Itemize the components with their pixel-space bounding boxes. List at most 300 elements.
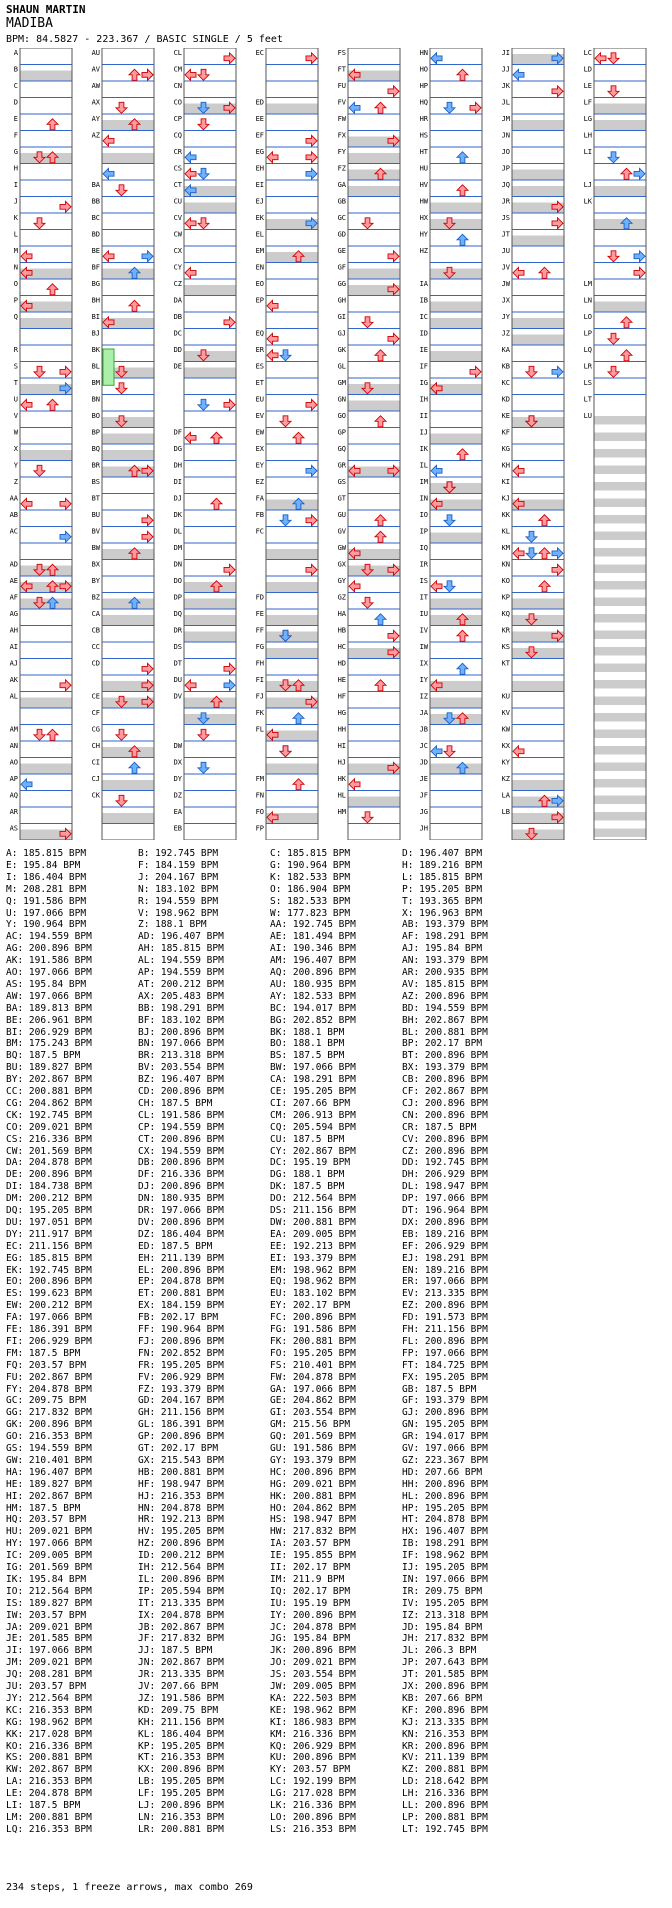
measure-label: CL — [173, 49, 182, 57]
bpm-entry: CV: 200.896 BPM — [402, 1133, 488, 1145]
step-arrow-icon — [103, 251, 114, 262]
measure-label: AR — [9, 808, 18, 816]
measure-label: DV — [173, 692, 182, 701]
measure-label: HI — [337, 742, 346, 750]
measure-label: EP — [255, 296, 264, 305]
bpm-entry: K: 182.533 BPM — [270, 871, 351, 883]
measure-label: DC — [173, 329, 182, 338]
measure-shade — [184, 203, 236, 214]
bpm-entry: ID: 200.212 BPM — [138, 1550, 224, 1562]
bpm-entry: IQ: 202.17 BPM — [270, 1585, 351, 1597]
measure-label: JI — [501, 49, 510, 57]
bpm-entry: LH: 216.336 BPM — [402, 1788, 488, 1800]
measure-label: J — [13, 197, 18, 206]
bpm-entry: EJ: 198.291 BPM — [402, 1252, 488, 1264]
measure-label: JX — [501, 296, 510, 305]
bpm-entry: KI: 186.983 BPM — [270, 1716, 356, 1728]
measure-shade — [184, 615, 236, 626]
bpm-entry: IJ: 195.205 BPM — [402, 1562, 488, 1573]
measure-label: IW — [419, 643, 428, 651]
bpm-entry: KP: 195.205 BPM — [138, 1740, 224, 1752]
measure-label: GI — [337, 313, 346, 321]
measure-label: AE — [9, 577, 18, 585]
measure-label: DM — [173, 544, 182, 552]
bpm-entry: IX: 204.878 BPM — [138, 1609, 224, 1621]
measure-label: GG — [337, 280, 346, 288]
bpm-entry: AZ: 200.896 BPM — [402, 990, 488, 1002]
bpm-entry: AX: 205.483 BPM — [138, 990, 224, 1002]
bpm-entry: KF: 200.896 BPM — [402, 1704, 488, 1716]
bpm-entry: HE: 189.827 BPM — [6, 1478, 92, 1490]
measure-label: IX — [419, 659, 428, 668]
step-arrow-icon — [621, 350, 632, 361]
bpm-entry: BA: 189.813 BPM — [6, 1002, 92, 1014]
step-arrow-icon — [116, 383, 127, 394]
measure-label: P — [13, 296, 18, 305]
measure-label: HK — [337, 775, 346, 783]
bpm-entry: KX: 200.896 BPM — [138, 1764, 224, 1776]
measure-label: CJ — [91, 775, 100, 783]
bpm-entry: CI: 207.66 BPM — [270, 1097, 351, 1109]
measure-label: JM — [501, 115, 510, 123]
bpm-entry: IF: 198.962 BPM — [402, 1550, 488, 1562]
measure-label: DL — [173, 527, 182, 536]
step-arrow-icon — [349, 102, 360, 113]
measure-shade — [594, 186, 646, 197]
bpm-entry: HG: 209.021 BPM — [270, 1478, 356, 1490]
measure-label: FD — [255, 593, 264, 602]
measure-shade — [512, 780, 564, 791]
measure-label: EF — [255, 131, 264, 140]
bpm-entry: IB: 198.291 BPM — [402, 1538, 488, 1550]
bpm-entry: KK: 217.028 BPM — [6, 1728, 92, 1740]
bpm-entry: AV: 185.815 BPM — [402, 978, 488, 990]
step-arrow-icon — [539, 548, 550, 559]
measure-shade — [430, 269, 482, 280]
bpm-entry: LS: 216.353 BPM — [270, 1823, 356, 1835]
measure-shade — [266, 648, 318, 659]
bpm-entry: KH: 211.156 BPM — [138, 1716, 224, 1728]
measure-label: EK — [255, 214, 264, 222]
bpm-entry: BI: 206.929 BPM — [6, 1026, 92, 1038]
bpm-entry: CP: 194.559 BPM — [138, 1121, 224, 1133]
bpm-entry: CM: 206.913 BPM — [270, 1109, 356, 1121]
step-arrow-icon — [34, 218, 45, 229]
step-arrow-icon — [280, 515, 291, 526]
measure-label: EW — [255, 428, 264, 437]
measure-label: LE — [583, 82, 592, 90]
bpm-entry: KJ: 213.335 BPM — [402, 1716, 488, 1728]
bpm-entry: EE: 192.213 BPM — [270, 1240, 356, 1252]
measure-label: KS — [501, 643, 510, 651]
bpm-entry: EU: 183.102 BPM — [270, 1288, 356, 1300]
measure-shade — [266, 252, 318, 263]
step-arrow-icon — [116, 729, 127, 740]
measure-label: BA — [91, 181, 100, 189]
bpm-entry: HJ: 216.353 BPM — [138, 1490, 224, 1502]
bpm-entry: KS: 200.881 BPM — [6, 1752, 92, 1764]
measure-shade — [594, 796, 646, 805]
measure-label: LQ — [583, 346, 592, 354]
measure-label: JQ — [501, 181, 510, 189]
bpm-entry: LP: 200.881 BPM — [402, 1811, 488, 1823]
step-arrow-icon — [608, 366, 619, 377]
measure-label: KN — [501, 560, 510, 569]
bpm-entry: CU: 187.5 BPM — [270, 1133, 345, 1145]
measure-label: HR — [419, 115, 428, 123]
measure-shade — [102, 780, 154, 791]
measure-shade — [594, 680, 646, 689]
measure-label: GP — [337, 428, 346, 437]
bpm-entry: X: 196.963 BPM — [402, 907, 483, 919]
measure-label: LH — [583, 131, 592, 140]
bpm-entry: CX: 194.559 BPM — [138, 1145, 224, 1157]
measure-label: LG — [583, 115, 592, 123]
bpm-entry: J: 204.167 BPM — [138, 871, 219, 883]
measure-label: M — [13, 247, 18, 255]
bpm-entry: O: 186.904 BPM — [270, 883, 351, 895]
bpm-entry: FN: 202.852 BPM — [138, 1347, 224, 1359]
bpm-entry: GJ: 200.896 BPM — [402, 1407, 488, 1419]
measure-label: KX — [501, 742, 510, 750]
measure-shade — [594, 730, 646, 739]
measure-label: JA — [419, 709, 428, 717]
step-arrow-icon — [60, 531, 71, 542]
chart-column-3 — [174, 48, 236, 840]
measure-label: LS — [583, 379, 592, 387]
freeze-arrow-icon — [103, 349, 114, 385]
measure-shade — [594, 763, 646, 772]
step-arrow-icon — [608, 251, 619, 262]
measure-shade — [102, 434, 154, 445]
bpm-entry: DS: 211.156 BPM — [270, 1205, 356, 1216]
bpm-entry: HF: 198.947 BPM — [138, 1478, 224, 1490]
bpm-entry: DW: 200.881 BPM — [270, 1216, 356, 1228]
measure-shade — [430, 219, 482, 230]
bpm-entry: CK: 192.745 BPM — [6, 1109, 92, 1121]
measure-label: KA — [501, 346, 510, 354]
measure-shade — [594, 697, 646, 706]
measure-shade — [594, 548, 646, 557]
measure-label: KB — [501, 362, 510, 371]
measure-label: HF — [337, 692, 346, 701]
measure-label: GU — [337, 511, 346, 519]
measure-label: GF — [337, 263, 346, 272]
bpm-entry: BT: 200.896 BPM — [402, 1050, 488, 1062]
measure-label: T — [13, 379, 18, 387]
measure-shade — [430, 203, 482, 214]
bpm-entry: CR: 187.5 BPM — [402, 1121, 477, 1133]
bpm-entry: IY: 200.896 BPM — [270, 1609, 356, 1621]
bpm-entry: EH: 211.139 BPM — [138, 1252, 224, 1264]
measure-label: GC — [337, 214, 346, 222]
bpm-entry: EI: 193.379 BPM — [270, 1252, 356, 1264]
measure-shade — [102, 450, 154, 461]
chart-column-7 — [502, 48, 564, 840]
measure-label: IF — [419, 362, 428, 371]
step-arrow-icon — [362, 218, 373, 229]
measure-label: FG — [255, 643, 264, 651]
bpm-entry: JR: 213.335 BPM — [138, 1669, 224, 1681]
bpm-entry: HY: 197.066 BPM — [6, 1538, 92, 1550]
measure-label: IN — [419, 494, 428, 503]
bpm-entry: KZ: 200.881 BPM — [402, 1764, 488, 1776]
measure-shade — [184, 698, 236, 709]
step-arrow-icon — [142, 663, 153, 674]
measure-shade — [594, 812, 646, 821]
step-arrow-icon — [306, 399, 317, 410]
measure-label: BT — [91, 494, 100, 503]
bpm-entry: DN: 180.935 BPM — [138, 1193, 224, 1205]
bpm-entry: HM: 187.5 BPM — [6, 1502, 81, 1514]
measure-label: BL — [91, 362, 100, 371]
measure-shade — [266, 615, 318, 626]
bpm-entry: EZ: 200.896 BPM — [402, 1300, 488, 1312]
measure-label: GR — [337, 461, 346, 470]
measure-label: CG — [91, 725, 100, 734]
measure-label: CP — [173, 115, 182, 123]
measure-shade — [594, 482, 646, 491]
step-arrow-icon — [224, 680, 235, 691]
bpm-entry: U: 197.066 BPM — [6, 907, 87, 919]
step-arrow-icon — [375, 531, 386, 542]
measure-label: IG — [419, 379, 428, 387]
measure-label: IR — [419, 560, 428, 569]
measure-label: KT — [501, 659, 510, 668]
measure-shade — [512, 236, 564, 247]
chart-column-8 — [584, 48, 646, 840]
measure-shade — [348, 384, 400, 395]
measure-label: BD — [91, 230, 100, 239]
bpm-entry: DB: 200.896 BPM — [138, 1157, 224, 1169]
measure-label: DF — [173, 428, 182, 437]
measure-label: CC — [91, 643, 100, 651]
measure-label: AG — [9, 610, 18, 618]
bpm-entry: AI: 190.346 BPM — [270, 943, 356, 955]
step-arrow-icon — [444, 746, 455, 757]
measure-shade — [430, 764, 482, 775]
bpm-entry: EO: 200.896 BPM — [6, 1276, 92, 1288]
measure-label: AS — [9, 824, 18, 833]
measure-label: GN — [337, 395, 346, 404]
bpm-entry: CJ: 200.896 BPM — [402, 1097, 488, 1109]
bpm-entry: KY: 203.57 BPM — [270, 1764, 351, 1776]
bpm-entry: FH: 211.156 BPM — [402, 1324, 488, 1335]
measure-label: JJ — [501, 65, 510, 74]
measure-label: HA — [337, 610, 346, 618]
measure-label: HG — [337, 709, 346, 717]
measure-shade — [20, 698, 72, 709]
measure-label: LI — [583, 148, 592, 156]
measure-label: JW — [501, 280, 510, 288]
measure-label: DA — [173, 296, 182, 305]
measure-label: KF — [501, 428, 510, 437]
bpm-entry: AO: 197.066 BPM — [6, 967, 92, 978]
bpm-entry: BW: 197.066 BPM — [270, 1062, 356, 1074]
step-arrow-icon — [224, 317, 235, 328]
measure-label: GO — [337, 412, 346, 420]
bpm-entry: HO: 204.862 BPM — [270, 1502, 356, 1514]
measure-label: S — [13, 362, 18, 371]
measure-shade — [430, 302, 482, 313]
measure-label: BU — [91, 511, 100, 519]
step-arrow-icon — [306, 152, 317, 163]
bpm-entry: KN: 216.353 BPM — [402, 1728, 488, 1740]
step-arrow-icon — [362, 812, 373, 823]
measure-shade — [102, 417, 154, 428]
measure-label: CU — [173, 197, 182, 206]
measure-label: CW — [173, 230, 182, 239]
step-arrow-icon — [552, 366, 563, 377]
bpm-entry: KT: 216.353 BPM — [138, 1752, 224, 1764]
measure-label: EQ — [255, 329, 264, 338]
measure-label: KV — [501, 709, 510, 717]
bpm-entry: ED: 187.5 BPM — [138, 1240, 213, 1252]
measure-label: HV — [419, 181, 428, 189]
measure-label: GJ — [337, 329, 346, 338]
step-arrow-icon — [198, 729, 209, 740]
step-arrow-icon — [388, 86, 399, 97]
bpm-entry: CH: 187.5 BPM — [138, 1097, 213, 1109]
step-arrow-icon — [470, 366, 481, 377]
bpm-entry: FF: 190.964 BPM — [138, 1324, 224, 1335]
bpm-entry: GE: 204.862 BPM — [270, 1395, 356, 1407]
chart-info: BPM: 84.5827 - 223.367 / BASIC SINGLE / 5 feet — [6, 34, 283, 45]
bpm-entry: JZ: 191.586 BPM — [138, 1692, 224, 1704]
measure-shade — [102, 549, 154, 560]
measure-label: CS — [173, 164, 182, 173]
measure-shade — [512, 615, 564, 626]
measure-label: CE — [91, 692, 100, 701]
measure-label: EE — [255, 115, 264, 123]
measure-label: FE — [255, 610, 264, 618]
bpm-entry: EW: 200.212 BPM — [6, 1300, 92, 1312]
bpm-entry: JD: 195.84 BPM — [402, 1621, 483, 1633]
step-arrow-icon — [634, 168, 645, 179]
bpm-entry: JJ: 187.5 BPM — [138, 1645, 213, 1657]
step-arrow-icon — [375, 614, 386, 625]
measure-label: DD — [173, 346, 182, 354]
measure-label: BQ — [91, 445, 100, 453]
measure-label: GK — [337, 346, 346, 354]
measure-label: JT — [501, 230, 510, 239]
step-arrow-icon — [185, 432, 196, 443]
bpm-entry: BQ: 187.5 BPM — [6, 1050, 81, 1062]
step-arrow-icon — [388, 630, 399, 641]
bpm-entry: HL: 200.896 BPM — [402, 1490, 488, 1502]
bpm-entry: GZ: 223.367 BPM — [402, 1454, 488, 1466]
measure-label: N — [13, 263, 18, 272]
bpm-entry: AK: 191.586 BPM — [6, 955, 92, 967]
bpm-entry: HA: 196.407 BPM — [6, 1466, 92, 1478]
measure-shade — [594, 466, 646, 475]
bpm-entry: LI: 187.5 BPM — [6, 1800, 81, 1811]
bpm-entry: AT: 200.212 BPM — [138, 978, 224, 990]
measure-label: HP — [419, 82, 428, 90]
measure-shade — [594, 104, 646, 115]
bpm-entry: LN: 216.353 BPM — [138, 1811, 224, 1823]
bpm-entry: JP: 207.643 BPM — [402, 1657, 488, 1669]
step-arrow-icon — [608, 86, 619, 97]
bpm-entry: BS: 187.5 BPM — [270, 1050, 345, 1062]
bpm-entry: DU: 197.051 BPM — [6, 1216, 92, 1228]
step-arrow-icon — [457, 152, 468, 163]
measure-label: EX — [255, 445, 264, 453]
measure-shade — [594, 433, 646, 442]
step-arrow-icon — [621, 168, 632, 179]
step-arrow-icon — [211, 432, 222, 443]
step-arrow-icon — [431, 581, 442, 592]
measure-shade — [430, 615, 482, 626]
measure-label: DX — [173, 758, 182, 767]
bpm-entry: GA: 197.066 BPM — [270, 1383, 356, 1395]
bpm-entry: FM: 187.5 BPM — [6, 1347, 81, 1359]
bpm-entry: AA: 192.745 BPM — [270, 919, 356, 931]
measure-shade — [512, 830, 564, 841]
step-arrow-icon — [103, 135, 114, 146]
bpm-entry: AP: 194.559 BPM — [138, 967, 224, 978]
step-arrow-icon — [142, 515, 153, 526]
bpm-entry: DZ: 186.404 BPM — [138, 1228, 224, 1240]
bpm-entry: CN: 200.896 BPM — [402, 1109, 488, 1121]
measure-shade — [266, 549, 318, 560]
bpm-entry: AS: 195.84 BPM — [6, 978, 87, 990]
measure-shade — [594, 664, 646, 673]
bpm-entry: JQ: 208.281 BPM — [6, 1669, 92, 1681]
measure-label: HS — [419, 131, 428, 140]
step-arrow-icon — [224, 564, 235, 575]
measure-label: CX — [173, 247, 182, 255]
measure-label: IC — [419, 313, 428, 321]
bpm-entry: JO: 209.021 BPM — [270, 1657, 356, 1669]
bpm-entry: DQ: 195.205 BPM — [6, 1205, 92, 1216]
chart-summary: 234 steps, 1 freeze arrows, max combo 269 — [6, 1882, 253, 1893]
step-arrow-icon — [198, 168, 209, 179]
bpm-entry: FO: 195.205 BPM — [270, 1347, 356, 1359]
bpm-entry: GV: 197.066 BPM — [402, 1443, 488, 1454]
bpm-entry: IK: 195.84 BPM — [6, 1573, 87, 1585]
measure-label: DP — [173, 593, 182, 602]
bpm-entry: BX: 193.379 BPM — [402, 1062, 488, 1074]
bpm-entry: CO: 209.021 BPM — [6, 1121, 92, 1133]
bpm-entry: IM: 211.9 BPM — [270, 1573, 345, 1585]
measure-label: JE — [419, 775, 428, 783]
measure-label: AC — [9, 527, 18, 536]
measure-label: DJ — [173, 494, 182, 503]
bpm-entry: P: 195.205 BPM — [402, 883, 483, 895]
measure-shade — [184, 368, 236, 379]
step-arrow-icon — [608, 333, 619, 344]
bpm-entry: AJ: 195.84 BPM — [402, 943, 483, 955]
measure-label: GY — [337, 577, 346, 585]
step-arrow-icon — [388, 333, 399, 344]
step-arrow-icon — [306, 465, 317, 476]
step-arrow-icon — [293, 779, 304, 790]
bpm-entry: EX: 184.159 BPM — [138, 1300, 224, 1312]
bpm-entry: DG: 188.1 BPM — [270, 1169, 345, 1181]
measure-label: EG — [255, 148, 264, 156]
bpm-entry: LR: 200.881 BPM — [138, 1823, 224, 1835]
step-arrow-icon — [375, 350, 386, 361]
step-arrow-icon — [306, 515, 317, 526]
bpm-entry: LB: 195.205 BPM — [138, 1776, 224, 1788]
measure-shade — [184, 599, 236, 610]
measure-label: DO — [173, 577, 182, 585]
measure-label: FY — [337, 148, 346, 156]
step-arrow-icon — [60, 366, 71, 377]
measure-label: KK — [501, 511, 510, 519]
step-arrow-icon — [513, 746, 524, 757]
